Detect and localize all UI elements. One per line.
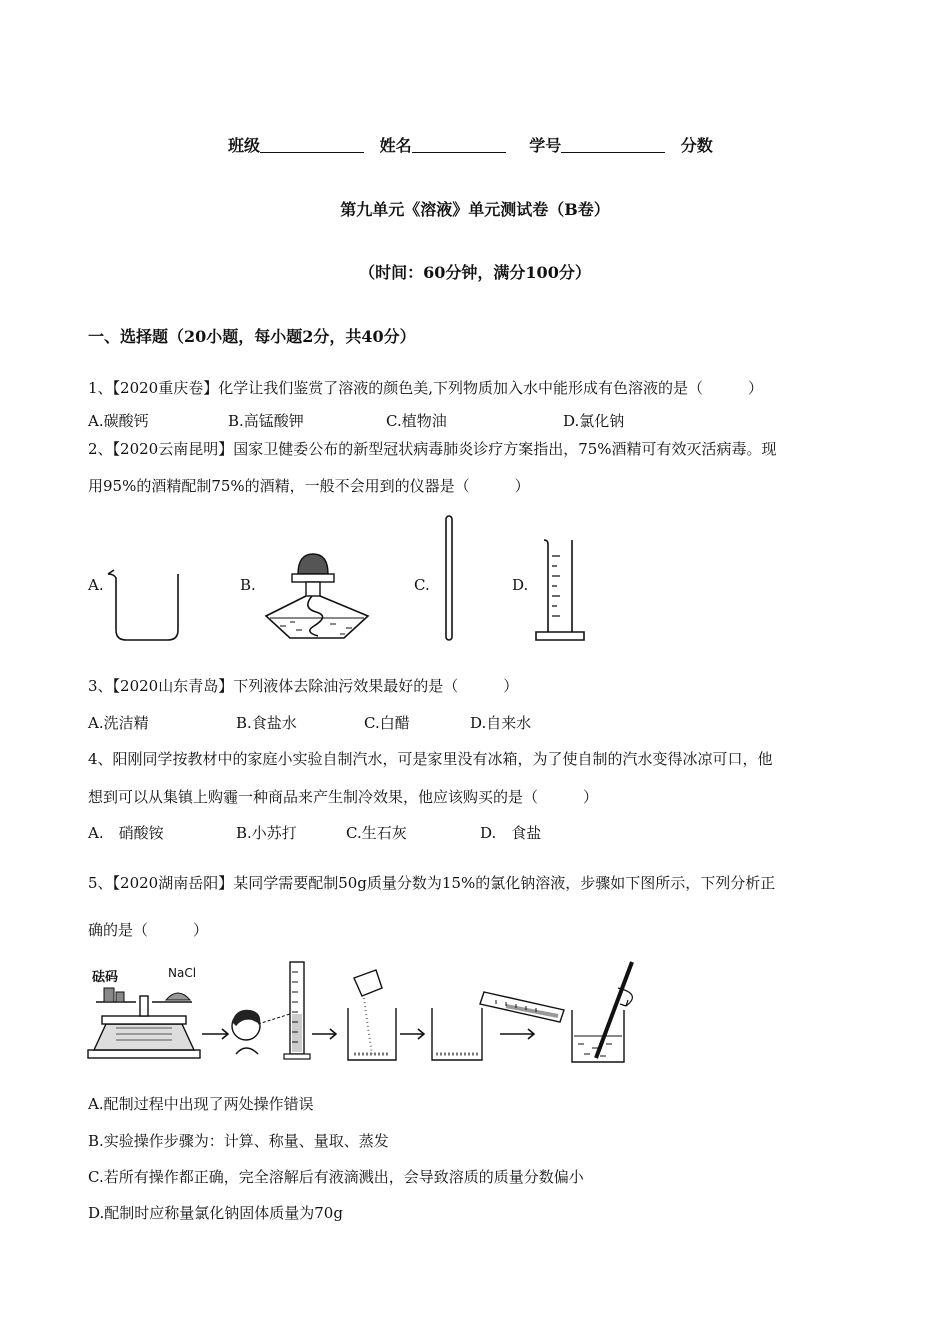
q2-stem-line2: 用95%的酒精配制75%的酒精，一般不会用到的仪器是（ ）	[88, 477, 530, 495]
q3-option-b[interactable]: B.食盐水	[236, 714, 297, 732]
page-title: 第九单元《溶液》单元测试卷（B卷）	[340, 200, 610, 219]
class-label: 班级	[228, 136, 261, 155]
q5-stem-line2: 确的是（ ）	[88, 921, 209, 939]
q2-option-b[interactable]: B.	[240, 576, 256, 594]
q4-stem-line1: 4、阳刚同学按教材中的家庭小实验自制汽水，可是家里没有冰箱，为了使自制的汽水变得冰凉可口，他	[88, 750, 773, 768]
person-reading-cylinder-icon	[232, 962, 310, 1059]
q4-option-d[interactable]: D. 食盐	[480, 824, 542, 842]
solution-preparation-steps-figure	[86, 958, 646, 1070]
balance-icon	[88, 988, 200, 1058]
q2-stem-line1: 2、【2020云南昆明】国家卫健委公布的新型冠状病毒肺炎诊疗方案指出，75%酒精可有效灭活病毒。现	[88, 440, 777, 458]
name-label: 姓名	[379, 136, 412, 155]
figure-label-weights: 砝码	[92, 970, 119, 985]
q1-option-b[interactable]: B.高锰酸钾	[228, 412, 304, 430]
q3-option-a[interactable]: A.洗洁精	[88, 714, 149, 732]
q4-stem-line2: 想到可以从集镇上购霾一种商品来产生制冷效果，他应该购买的是（ ）	[88, 788, 599, 806]
header-info-line	[228, 133, 713, 156]
q3-option-d[interactable]: D.自来水	[470, 714, 532, 732]
glass-rod-icon	[444, 514, 456, 644]
q1-option-c[interactable]: C.植物油	[386, 412, 447, 430]
section-heading: 一、选择题（20小题，每小题2分，共40分）	[88, 327, 416, 346]
q5-option-c[interactable]: C.若所有操作都正确，完全溶解后有液滴溅出，会导致溶质的质量分数偏小	[88, 1168, 584, 1186]
q4-option-c[interactable]: C.生石灰	[346, 824, 407, 842]
q5-option-a[interactable]: A.配制过程中出现了两处操作错误	[88, 1095, 314, 1113]
id-label: 学号	[529, 136, 562, 155]
class-blank[interactable]	[260, 136, 364, 153]
id-blank[interactable]	[561, 136, 665, 153]
beaker-adding-solid-icon	[348, 970, 396, 1060]
q1-stem: 1、【2020重庆卷】化学让我们鉴赏了溶液的颜色美,下列物质加入水中能形成有色溶液的是（ ）	[88, 379, 763, 397]
alcohol-lamp-icon	[260, 552, 380, 642]
q1-option-a[interactable]: A.碳酸钙	[88, 412, 149, 430]
q1-option-d[interactable]: D.氯化钠	[563, 412, 625, 430]
q5-stem-line1: 5、【2020湖南岳阳】某同学需要配制50g质量分数为15%的氯化钠溶液，步骤如下图所示，下列分析正	[88, 874, 776, 892]
figure-label-nacl: NaCl	[168, 966, 197, 980]
q4-option-b[interactable]: B.小苏打	[236, 824, 297, 842]
pouring-water-icon	[432, 992, 564, 1060]
q5-option-b[interactable]: B.实验操作步骤为：计算、称量、量取、蒸发	[88, 1132, 389, 1150]
q2-option-d[interactable]: D.	[512, 576, 529, 594]
q4-option-a[interactable]: A. 硝酸铵	[88, 824, 164, 842]
q3-option-c[interactable]: C.白醋	[364, 714, 410, 732]
q2-option-a[interactable]: A.	[88, 576, 104, 594]
q3-stem: 3、【2020山东青岛】下列液体去除油污效果最好的是（ ）	[88, 677, 519, 695]
q2-option-c[interactable]: C.	[414, 576, 430, 594]
name-blank[interactable]	[412, 136, 506, 153]
graduated-cylinder-icon	[532, 536, 592, 646]
stirring-glass-rod-icon	[572, 962, 632, 1062]
score-label: 分数	[680, 136, 713, 155]
page-subtitle: （时间：60分钟，满分100分）	[359, 263, 591, 282]
beaker-icon	[100, 568, 190, 643]
q5-option-d[interactable]: D.配制时应称量氯化钠固体质量为70g	[88, 1204, 343, 1222]
